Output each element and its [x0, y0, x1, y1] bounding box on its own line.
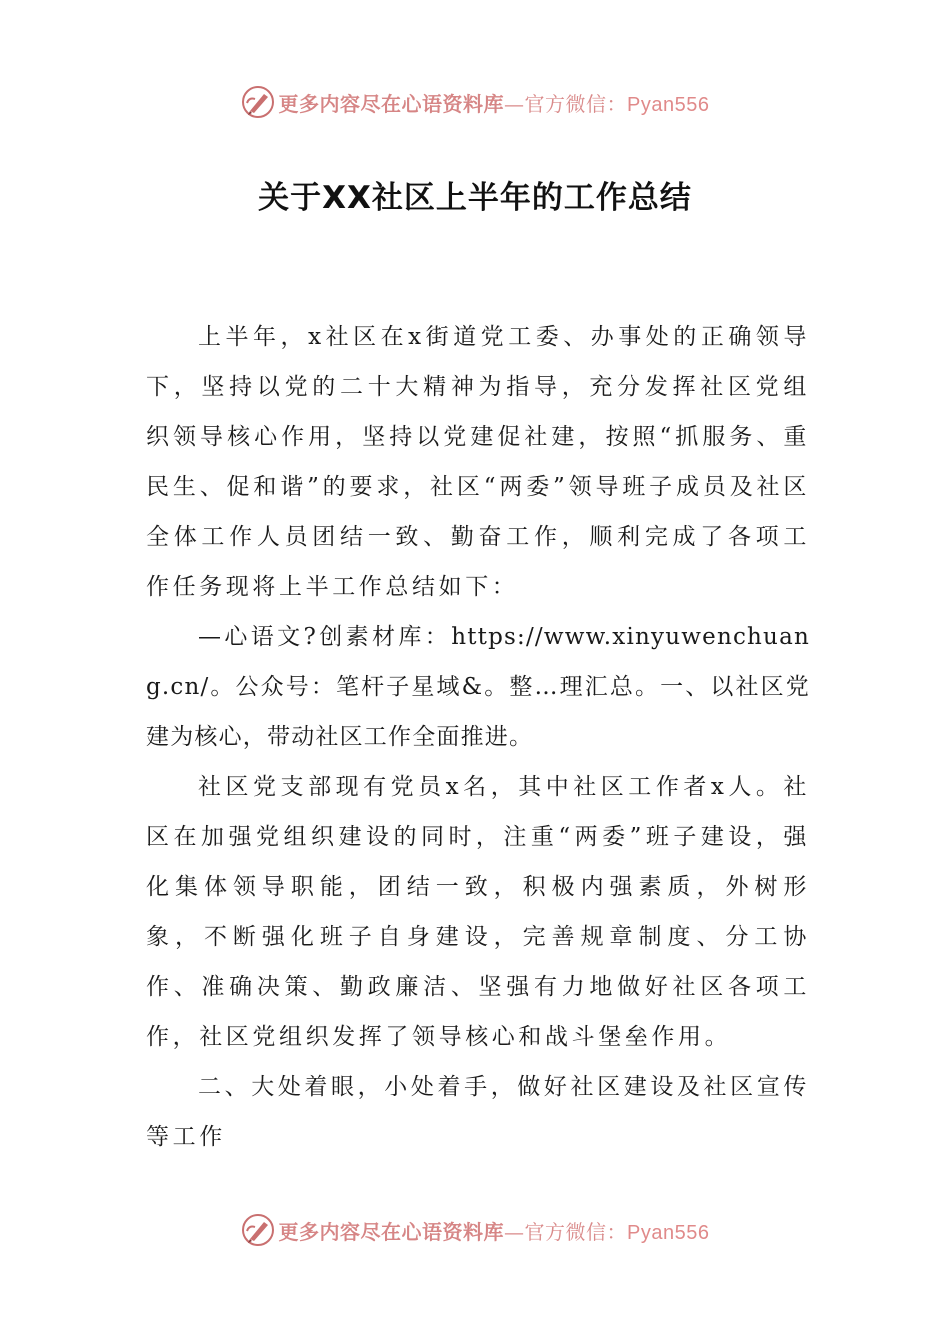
watermark-site: 更多内容尽在心语资料库 — [278, 91, 505, 116]
watermark-wechat-label: 官方微信： — [524, 91, 628, 116]
watermark-text — [279, 88, 710, 117]
document-body — [146, 312, 810, 1162]
watermark-separator: — — [504, 1219, 525, 1244]
pen-logo-icon — [241, 1213, 275, 1247]
paragraph: 社区党支部现有党员x名，其中社区工作者x人。社区在加强党组织建设的同时，注重“两委”班子建设，强化集体领导职能，团结一致，积极内强素质，外树形象，不断强化班子自身建设，完善规章制度、分工协作、准确决策、勤政廉洁、坚强有力地做好社区各项工作，社区党组织发挥了领导核心和战斗堡垒作用。 — [146, 774, 810, 1050]
watermark-wechat-label: 官方微信： — [524, 1219, 628, 1244]
header-watermark — [0, 82, 950, 122]
watermark-wechat-id: Pyan556 — [627, 1221, 710, 1244]
watermark-wechat-id: Pyan556 — [627, 93, 710, 116]
page-title: 关于XX社区上半年的工作总结 — [258, 180, 692, 216]
pen-logo-icon — [241, 85, 275, 119]
watermark-site: 更多内容尽在心语资料库 — [278, 1219, 505, 1244]
footer-watermark — [0, 1210, 950, 1250]
paragraph: 二、大处着眼，小处着手，做好社区建设及社区宣传等工作 — [146, 1074, 810, 1150]
paragraph: 上半年，x社区在x街道党工委、办事处的正确领导下，坚持以党的二十大精神为指导，充分发挥社区党组织领导核心作用，坚持以党建促社建，按照“抓服务、重民生、促和谐”的要求，社区“两委”领导班子成员及社区全体工作人员团结一致、勤奋工作，顺利完成了各项工作任务现将上半工作总结如下： — [146, 324, 810, 600]
watermark-separator: — — [504, 91, 525, 116]
watermark-text — [279, 1216, 710, 1245]
paragraph: —心语文?创素材库：https://www.xinyuwenchuang.cn/。公众号：笔杆子星域&。整…理汇总。一、以社区党建为核心，带动社区工作全面推进。 — [146, 624, 810, 750]
